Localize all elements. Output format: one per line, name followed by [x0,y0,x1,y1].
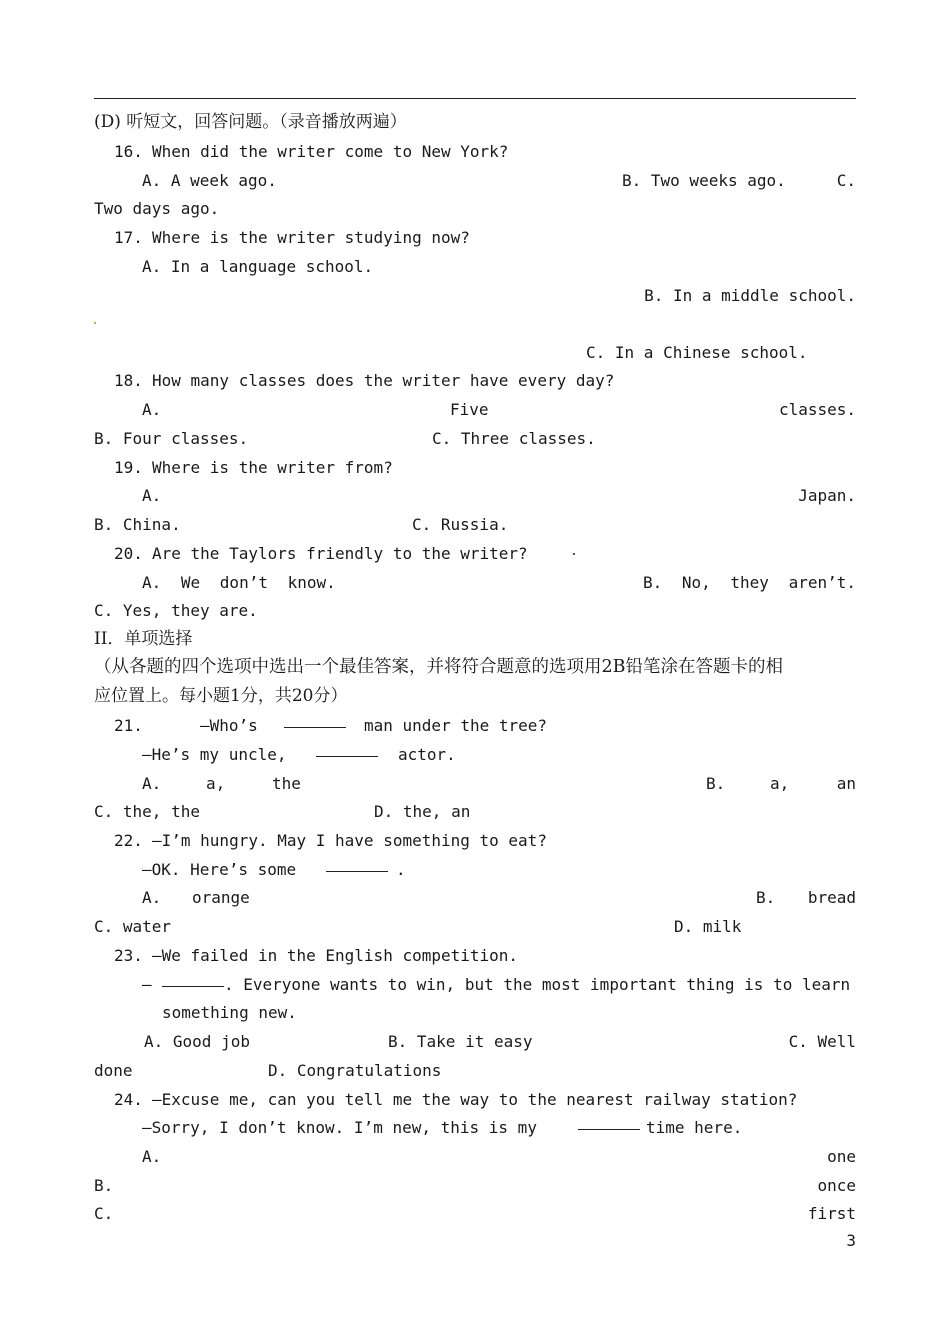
answer-blank[interactable] [284,711,346,728]
answer-blank[interactable] [162,970,224,987]
answer-blank[interactable] [578,1113,640,1130]
section-2-instruction-cont: 应位置上。每小题1分，共20分） [94,686,348,706]
option-b: B. Two weeks ago. [622,171,786,190]
question-22: 22. —I’m hungry. May I have something to eat? [114,831,547,850]
question-21-reply: —He’s my uncle, actor. [94,740,856,769]
question-19-options-bc: B. China. C. Russia. [94,515,509,534]
question-22-options-ab: A. orange B. bread [142,888,856,907]
question-21: 21. —Who’s man under the tree? [94,711,856,740]
question-19-option-a: A. Japan. [142,486,856,505]
question-18: 18. How many classes does the writer have every day? [114,371,615,390]
section-2-instruction: （从各题的四个选项中选出一个最佳答案，并将符合题意的选项用2B铅笔涂在答题卡的相 [94,657,783,677]
question-24-option-b: B. once [94,1176,856,1195]
question-19: 19. Where is the writer from? [114,458,393,477]
stray-dot [573,553,575,555]
question-16: 16. When did the writer come to New York? [114,142,509,161]
header-rule [94,98,856,99]
question-23-options-cd: done D. Congratulations [94,1061,442,1080]
question-18-option-a: A. Five classes. [142,400,856,419]
question-21-options-cd: C. the, the D. the, an [94,802,471,821]
question-22-reply: —OK. Here’s some . [94,855,856,884]
answer-blank[interactable] [316,740,378,757]
question-17-option-b: B. In a middle school. [644,286,856,305]
option-a: A. A week ago. [142,171,277,190]
answer-blank[interactable] [326,855,388,872]
question-17: 17. Where is the writer studying now? [114,228,470,247]
question-20-options-ab: A. We don’t know. B. No, they aren’t. [142,573,856,592]
option-c-letter: C. [836,171,856,190]
question-20-option-c: C. Yes, they are. [94,601,258,620]
question-17-option-a: A. In a language school. [142,257,374,276]
question-16-option-c: Two days ago. [94,199,220,218]
question-24-option-c: C. first [94,1204,856,1223]
question-16-options [94,166,856,195]
page-number: 3 [846,1231,856,1250]
question-23: 23. —We failed in the English competition. [114,946,519,965]
question-21-options-ab: A. a, the B. a, an [142,774,856,793]
section-2-heading: II．单项选择 [94,629,193,649]
question-23-options-abc: A. Good job B. Take it easy C. Well [144,1032,856,1051]
section-d-heading: (D) 听短文，回答问题。（录音播放两遍） [94,112,407,132]
question-23-reply-cont: something new. [162,1003,297,1022]
stray-dot [94,322,96,324]
question-20: 20. Are the Taylors friendly to the writer? [114,544,528,563]
question-24-option-a: A. one [142,1147,856,1166]
question-24-reply: —Sorry, I don’t know. I’m new, this is my time here. [94,1113,856,1142]
question-17-option-c: C. In a Chinese school. [586,343,808,362]
question-18-options-bc: B. Four classes. C. Three classes. [94,429,596,448]
question-24: 24. —Excuse me, can you tell me the way to the nearest railway station? [114,1090,798,1109]
question-23-reply: — . Everyone wants to win, but the most important thing is to learn [94,970,856,999]
question-22-options-cd: C. water D. milk [94,917,742,936]
